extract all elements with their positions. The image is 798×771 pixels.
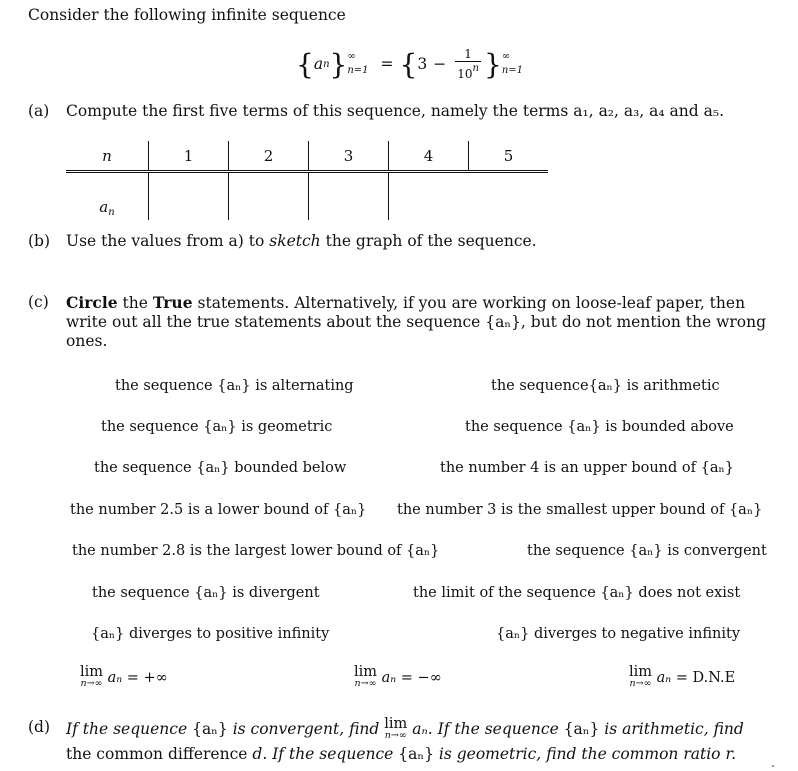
stmt-arithmetic[interactable]: the sequence{aₙ} is arithmetic (491, 378, 720, 394)
stmt-limit-dne-value[interactable]: lim n→∞ aₙ = D.N.E (629, 664, 736, 689)
table-cell-3[interactable] (309, 172, 389, 221)
stmt-lower-bound-2-5[interactable]: the number 2.5 is a lower bound of {aₙ} (70, 502, 367, 518)
stmt-geometric[interactable]: the sequence {aₙ} is geometric (101, 419, 333, 435)
stmt-divergent[interactable]: the sequence {aₙ} is divergent (92, 585, 320, 601)
part-b-text: Use the values from a) to sketch the graph of the sequence. (66, 232, 537, 250)
formula-three: 3 (417, 55, 428, 73)
stmt-smallest-upper-bound-3[interactable]: the number 3 is the smallest upper bound of {aₙ} (397, 502, 763, 518)
stmt-diverges-pos-inf[interactable]: {aₙ} diverges to positive infinity (91, 626, 330, 642)
part-d-label: (d) (28, 718, 51, 736)
table-col-3: 3 (309, 141, 389, 172)
stmt-limit-neg-inf[interactable]: lim n→∞ aₙ = −∞ (354, 664, 442, 689)
table-an-label: $a_n$ (99, 198, 115, 218)
formula-inf-1: ∞ (347, 51, 356, 62)
intro-text: Consider the following infinite sequence (28, 6, 346, 24)
table-cell-5 (469, 172, 549, 221)
formula-a: a (313, 55, 324, 73)
table-cell-4[interactable] (389, 172, 469, 221)
stmt-largest-lower-bound-2-8[interactable]: the number 2.8 is the largest lower bound of {aₙ} (72, 543, 440, 559)
stmt-limit-pos-inf[interactable]: lim n→∞ aₙ = +∞ (80, 664, 168, 689)
stmt-bounded-above[interactable]: the sequence {aₙ} is bounded above (465, 419, 734, 435)
table-n-label: n (66, 141, 149, 172)
formula-equals: = (380, 55, 394, 73)
part-c-line2: write out all the true statements about the sequence {aₙ}, but do not mention the wrong (66, 313, 766, 331)
table-cell-1[interactable] (149, 172, 229, 221)
part-a-label: (a) (28, 102, 50, 120)
stmt-alternating[interactable]: the sequence {aₙ} is alternating (115, 378, 354, 394)
part-d-line1: If the sequence {aₙ} is convergent, find lim n→∞ aₙ. If the sequence {aₙ} is arithmetic, find (66, 716, 744, 741)
table-col-2: 2 (229, 141, 309, 172)
formula-fraction: $\frac{1}{10^n}$ (457, 47, 479, 81)
sequence-formula: { a n } ∞ n=1 = { 3 − $\frac{1}{10^n}$ } ∞ n=1 (296, 47, 523, 81)
formula-nfrom-2: n=1 (501, 65, 523, 76)
part-c-line3: ones. (66, 332, 108, 350)
terms-table (66, 141, 548, 220)
formula-minus: − (433, 55, 447, 73)
table-col-5: 5 (469, 141, 549, 172)
part-a-text: Compute the first five terms of this sequence, namely the terms a₁, a₂, a₃, a₄ and a₅. (66, 102, 725, 120)
page-mark (772, 765, 774, 767)
stmt-convergent[interactable]: the sequence {aₙ} is convergent (527, 543, 767, 559)
part-c-line1: Circle the True statements. Alternatively, if you are working on loose-leaf paper, then (66, 293, 746, 312)
formula-inf-2: ∞ (501, 51, 511, 62)
stmt-limit-dne[interactable]: the limit of the sequence {aₙ} does not exist (413, 585, 741, 601)
stmt-diverges-neg-inf[interactable]: {aₙ} diverges to negative infinity (496, 626, 741, 642)
table-cell-2[interactable] (229, 172, 309, 221)
part-c-label: (c) (28, 293, 49, 311)
stmt-bounded-below[interactable]: the sequence {aₙ} bounded below (94, 460, 347, 476)
part-d-line2: the common difference d. If the sequence {aₙ} is geometric, find the common ratio r. (66, 745, 737, 763)
formula-nfrom-1: n=1 (347, 65, 369, 76)
stmt-upper-bound-4[interactable]: the number 4 is an upper bound of {aₙ} (440, 460, 734, 476)
table-col-1: 1 (149, 141, 229, 172)
table-col-4: 4 (389, 141, 469, 172)
part-b-label: (b) (28, 232, 51, 250)
